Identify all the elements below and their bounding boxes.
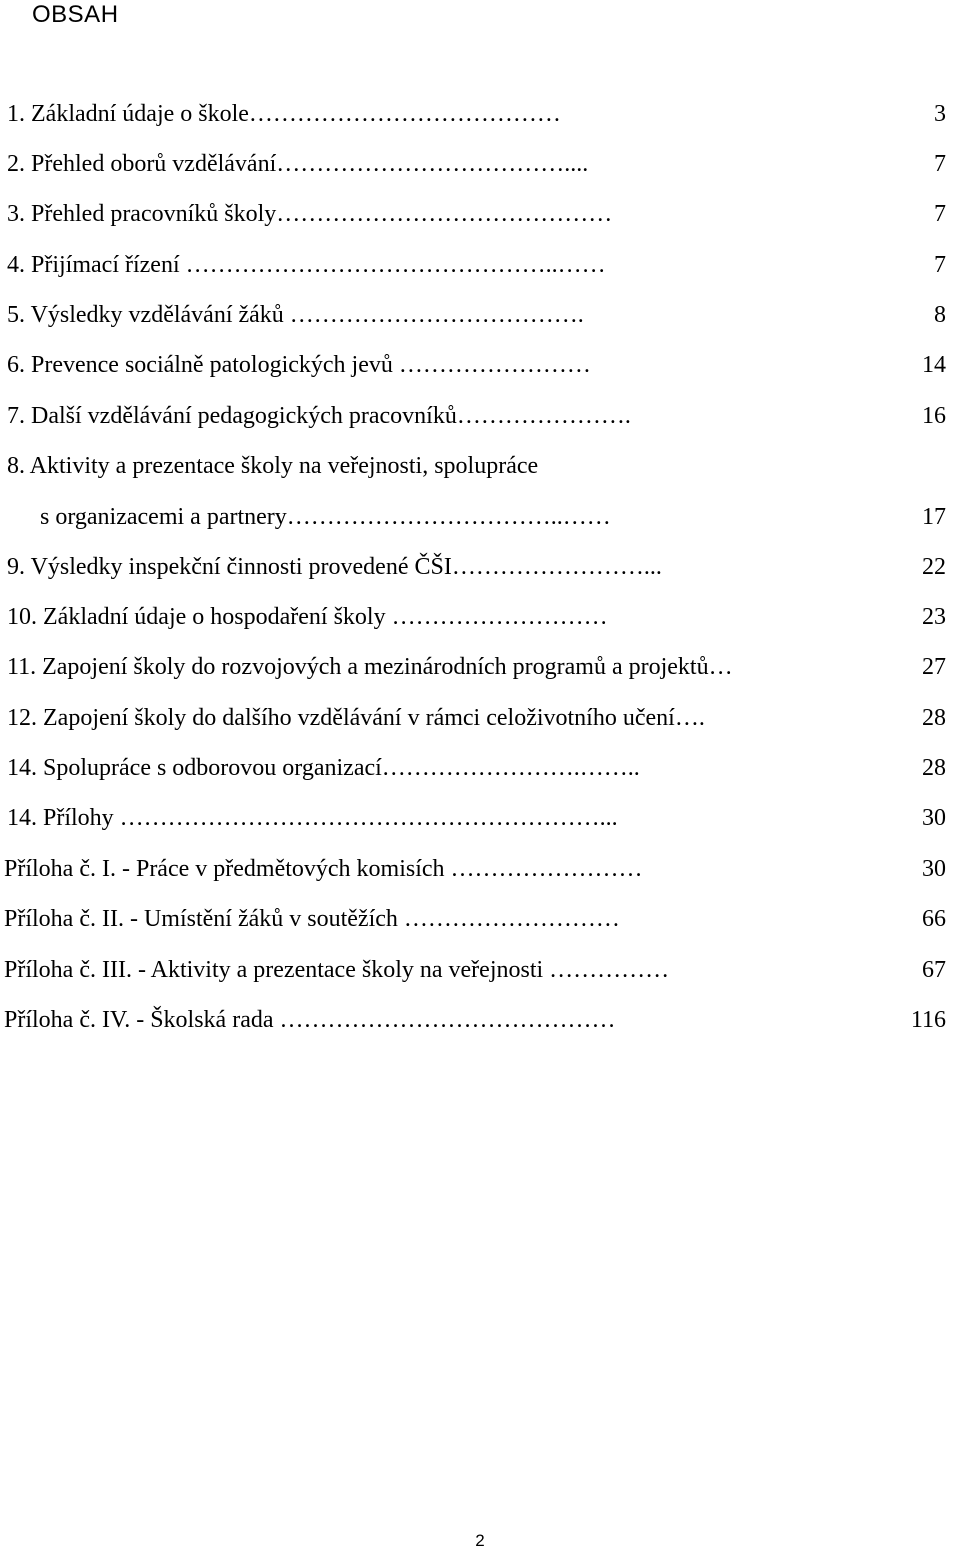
toc-entry-label: 2. Přehled oborů vzdělávání……………………………….... bbox=[7, 151, 589, 177]
toc-entry-label: 11. Zapojení školy do rozvojových a mezinárodních programů a projektů… bbox=[7, 654, 733, 680]
toc-entry bbox=[0, 250, 960, 280]
toc-entry bbox=[0, 753, 960, 783]
toc-entry-page: 28 bbox=[922, 705, 946, 731]
toc-entry bbox=[0, 703, 960, 733]
toc-entry-page: 30 bbox=[922, 805, 946, 831]
toc-entry-page: 3 bbox=[934, 101, 946, 127]
toc-entry bbox=[0, 803, 960, 833]
toc-entry bbox=[0, 552, 960, 582]
toc-entry-label: 7. Další vzdělávání pedagogických pracovníků…………………. bbox=[7, 403, 631, 429]
toc-entry bbox=[0, 854, 960, 884]
toc-entry bbox=[0, 652, 960, 682]
page-number: 2 bbox=[475, 1531, 485, 1550]
toc-entry bbox=[0, 350, 960, 380]
toc-entry bbox=[0, 602, 960, 632]
toc-entry-page: 22 bbox=[922, 554, 946, 580]
toc-entry-page: 66 bbox=[922, 906, 946, 932]
toc-entry-label: 8. Aktivity a prezentace školy na veřejnosti, spolupráce bbox=[7, 453, 539, 479]
toc-entry-label: Příloha č. I. - Práce v předmětových komisích …………………… bbox=[4, 856, 643, 882]
toc-entry-page: 7 bbox=[934, 201, 946, 227]
toc-entry bbox=[0, 955, 960, 985]
toc-entry-label: 12. Zapojení školy do dalšího vzdělávání v rámci celoživotního učení…. bbox=[7, 705, 705, 731]
page-title: OBSAH bbox=[32, 1, 119, 28]
toc-entry-page: 67 bbox=[922, 957, 946, 983]
toc-entry-page: 8 bbox=[934, 302, 946, 328]
toc-entry-page: 30 bbox=[922, 856, 946, 882]
toc-entry bbox=[0, 99, 960, 129]
toc-entry-page: 28 bbox=[922, 755, 946, 781]
toc-entry-label: 10. Základní údaje o hospodaření školy ……………………… bbox=[7, 604, 608, 630]
toc-entry bbox=[0, 300, 960, 330]
toc-entry-label: Příloha č. III. - Aktivity a prezentace školy na veřejnosti …………… bbox=[4, 957, 670, 983]
toc-entry-label: 9. Výsledky inspekční činnosti provedené ČŠI……………………... bbox=[7, 554, 662, 580]
toc-entry-label: Příloha č. IV. - Školská rada …………………………………… bbox=[4, 1007, 616, 1033]
toc-entry-page: 17 bbox=[922, 504, 946, 530]
toc-entry bbox=[0, 502, 960, 532]
toc-entry-page: 7 bbox=[934, 252, 946, 278]
toc-entry bbox=[0, 401, 960, 431]
toc-entry bbox=[0, 451, 960, 481]
toc-entry bbox=[0, 904, 960, 934]
toc-entry bbox=[0, 1005, 960, 1035]
toc-entry-page: 116 bbox=[910, 1007, 946, 1033]
toc-entry-label: s organizacemi a partnery……………………………..…… bbox=[40, 504, 611, 530]
toc-entry bbox=[0, 149, 960, 179]
toc-entry-page: 14 bbox=[922, 352, 946, 378]
toc-entry-label: 14. Přílohy ……………………………………………………... bbox=[7, 805, 618, 831]
toc-entry-label: Příloha č. II. - Umístění žáků v soutěžích ……………………… bbox=[4, 906, 620, 932]
toc-entry-label: 4. Přijímací řízení ………………………………………..…… bbox=[7, 252, 606, 278]
toc-entry bbox=[0, 199, 960, 229]
toc-entry-label: 3. Přehled pracovníků školy…………………………………… bbox=[7, 201, 613, 227]
toc-entry-page: 7 bbox=[934, 151, 946, 177]
toc-entry-label: 14. Spolupráce s odborovou organizací…………………….…….. bbox=[7, 755, 640, 781]
toc-entry-page: 16 bbox=[922, 403, 946, 429]
toc-entry-label: 1. Základní údaje o škole………………………………… bbox=[7, 101, 561, 127]
toc-entry-label: 5. Výsledky vzdělávání žáků ………………………………. bbox=[7, 302, 584, 328]
toc-entry-page: 27 bbox=[922, 654, 946, 680]
toc-entry-page: 23 bbox=[922, 604, 946, 630]
toc-entry-label: 6. Prevence sociálně patologických jevů …………………… bbox=[7, 352, 591, 378]
